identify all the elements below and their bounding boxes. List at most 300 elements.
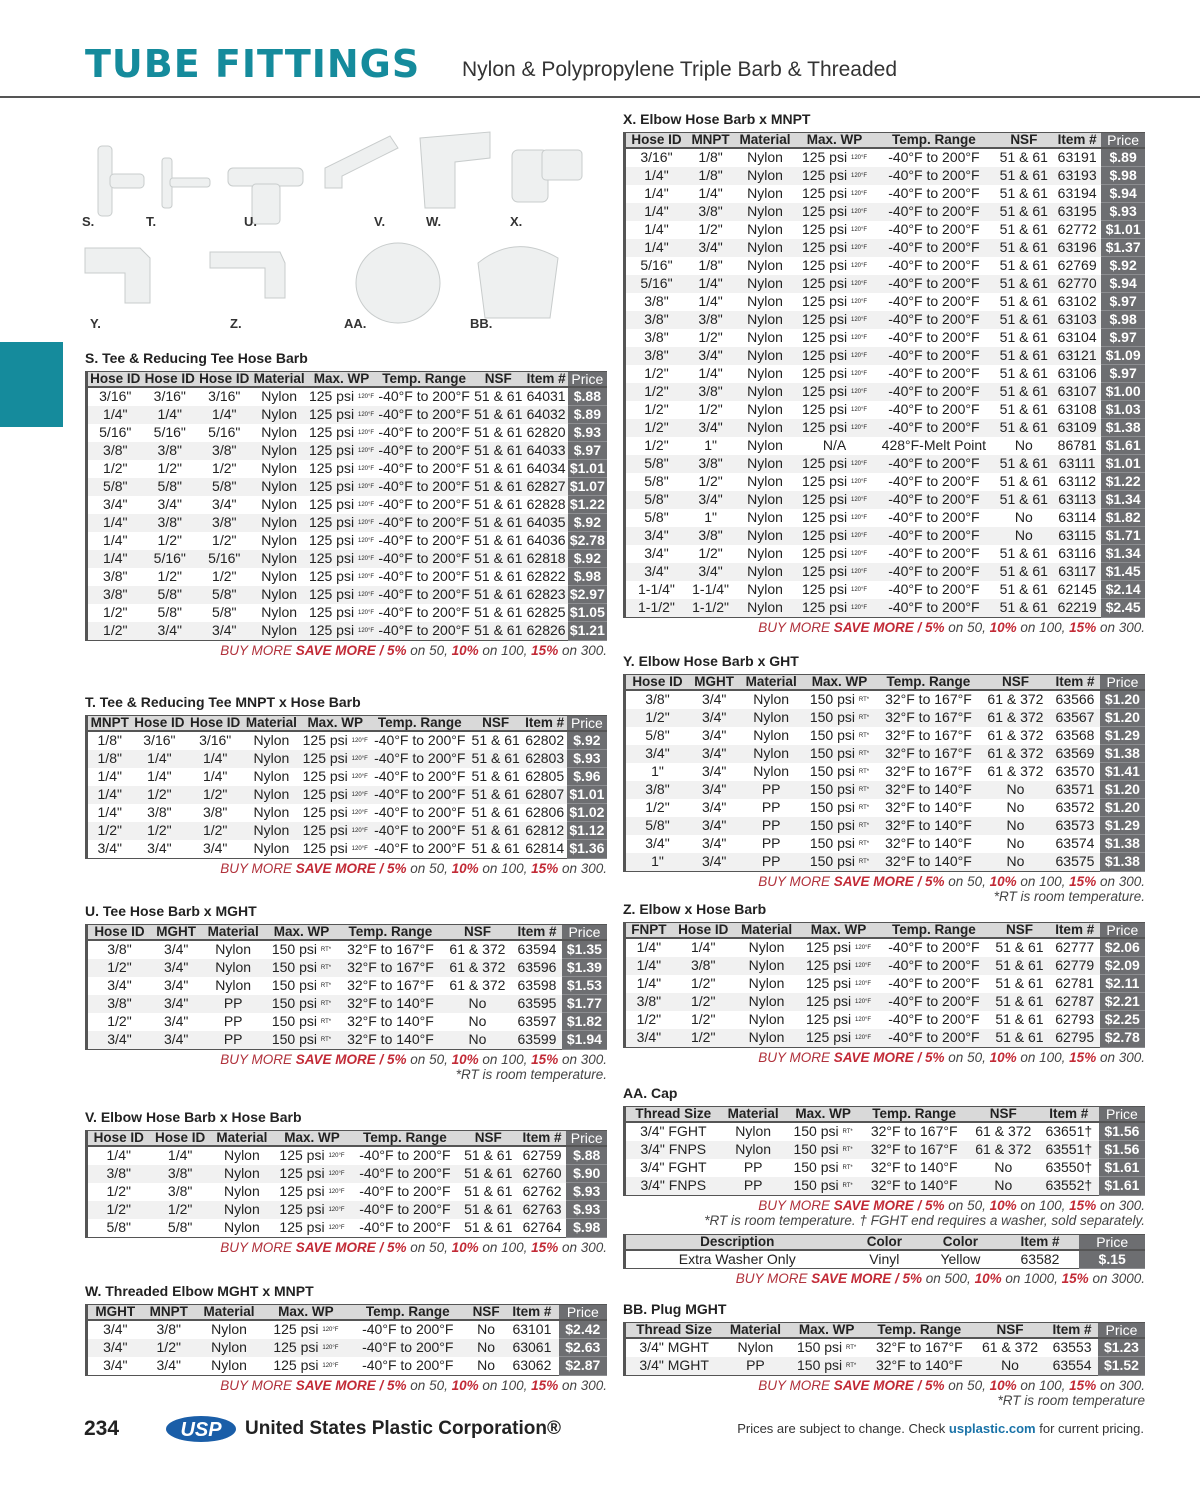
table-cell: 51 & 61	[995, 239, 1054, 257]
table-cell: 1/2"	[625, 419, 687, 437]
buy-more-p2: 10%	[974, 1271, 1002, 1286]
price-table	[623, 1322, 1145, 1376]
photo-label-z: Z.	[230, 316, 242, 331]
buy-more-t2: on 100,	[1016, 1377, 1070, 1393]
table-cell: 51 & 61	[989, 993, 1050, 1011]
max-wp-value: 150 psi	[271, 941, 318, 957]
table-cell: -40°F to 200°F	[888, 257, 980, 274]
table-cell: PP	[722, 1357, 788, 1375]
table-cell: 61 & 372	[981, 745, 1050, 763]
max-wp-temp: 120°F	[357, 627, 375, 634]
table-cell: 3/16"	[153, 388, 186, 405]
max-wp-temp: RT*	[858, 804, 870, 811]
price-table	[85, 1130, 607, 1238]
max-wp-temp: 120°F	[357, 411, 375, 418]
table-cell: 3/16"	[640, 149, 673, 166]
table-cell: 51 & 61	[995, 383, 1054, 401]
photo-label-v: V.	[374, 214, 386, 229]
table-cell: 1/2"	[187, 822, 243, 840]
max-wp-value: 125 psi	[801, 562, 848, 579]
table-cell: Nylon	[253, 732, 290, 749]
table-cell: 63554	[1046, 1357, 1098, 1375]
price-cell: $.93	[1101, 203, 1145, 221]
price-cell: $.92	[568, 550, 607, 568]
max-wp-cell	[300, 768, 371, 786]
table-cell: 62803	[523, 750, 567, 768]
price-cell: $2.78	[1100, 1029, 1145, 1047]
column-header: Price	[1099, 1107, 1145, 1123]
table-cell: 3/4" FNPS	[625, 1177, 721, 1195]
table-cell: 51 & 61	[999, 365, 1048, 382]
table-cell: -40°F to 200°F	[888, 545, 980, 562]
column-header: Hose ID	[625, 675, 689, 691]
table-cell: 1/4"	[87, 786, 132, 804]
buy-more-prefix: BUY MORE	[758, 1197, 834, 1213]
table-cell: -40°F to 200°F	[371, 750, 469, 768]
table-cell: 63195	[1053, 203, 1101, 221]
max-wp-temp: RT*	[320, 1036, 332, 1043]
table-cell: 63114	[1058, 509, 1097, 526]
section-title: Y. Elbow Hose Barb x GHT	[623, 653, 799, 669]
price-cell: $1.29	[1100, 817, 1145, 835]
max-wp-cell	[307, 460, 376, 478]
table-cell: Nylon	[735, 993, 799, 1011]
column-header: Temp. Range	[879, 923, 990, 939]
max-wp-cell	[796, 599, 873, 617]
price-cell: $2.63	[559, 1339, 607, 1357]
column-header: Hose ID	[131, 716, 187, 732]
table-cell: 1/2"	[698, 545, 723, 562]
table-row	[87, 977, 608, 995]
price-cell: $2.14	[1101, 581, 1145, 599]
buy-more-note	[623, 1271, 1145, 1286]
column-header: Hose ID	[149, 1131, 210, 1147]
buy-more-t3: on 300.	[1096, 1197, 1145, 1213]
table-cell: 1/2"	[157, 568, 182, 585]
table-cell: 3/4" FNPS	[625, 1141, 721, 1159]
table-cell: 5/16"	[143, 550, 198, 568]
column-header: Item #	[518, 1131, 567, 1147]
column-header: Max. WP	[307, 372, 376, 388]
table-cell: -40°F to 200°F	[873, 203, 994, 221]
max-wp-temp: 120°F	[850, 478, 868, 485]
price-cell: $.92	[1101, 257, 1145, 275]
table-cell: 3/8"	[149, 1165, 210, 1183]
table-cell: 1/4"	[106, 1147, 131, 1164]
table-cell: 62787	[1050, 993, 1100, 1011]
table-row	[87, 959, 608, 977]
table-cell: Nylon	[223, 1219, 260, 1236]
price-cell: $1.36	[567, 840, 607, 858]
max-wp-temp: RT*	[858, 714, 870, 721]
price-cell: $.98	[568, 568, 607, 586]
buy-more-p3: 15%	[1061, 1271, 1089, 1286]
table-cell: 1/4"	[197, 406, 252, 424]
column-header: Price	[562, 925, 607, 941]
table-cell: -40°F to 200°F	[873, 599, 994, 617]
price-cell: $1.20	[1100, 799, 1145, 817]
table-cell: Nylon	[243, 750, 300, 768]
table-cell: 51 & 61	[474, 532, 523, 549]
table-cell: 32°F to 140°F	[870, 1159, 958, 1176]
table-cell: 32°F to 140°F	[338, 1031, 443, 1049]
table-row	[625, 473, 1146, 491]
table-cell: 63551†	[1039, 1141, 1099, 1159]
max-wp-temp: 120°F	[357, 537, 375, 544]
table-cell: -40°F to 200°F	[374, 804, 466, 821]
footnote: *RT is room temperature	[997, 1392, 1145, 1408]
table-row	[625, 1141, 1146, 1159]
table-cell: Nylon	[261, 568, 298, 585]
table-cell: 5/8"	[625, 817, 689, 835]
max-wp-cell	[307, 496, 376, 514]
price-cell: $1.34	[1101, 545, 1145, 563]
website-link[interactable]: usplastic.com	[948, 1421, 1036, 1436]
table-row	[87, 622, 608, 640]
max-wp-temp: 120°F	[357, 483, 375, 490]
max-wp-temp: 120°F	[850, 316, 868, 323]
table-cell: 1"	[651, 763, 664, 780]
table-cell: Nylon	[261, 424, 298, 441]
table-cell: Nylon	[252, 586, 307, 604]
table-cell: Nylon	[753, 691, 790, 708]
price-cell: $.89	[568, 406, 607, 424]
column-header: NSF	[467, 1305, 505, 1321]
column-header: Material	[734, 133, 796, 149]
max-wp-cell	[796, 581, 873, 599]
table-cell: -40°F to 200°F	[374, 732, 466, 749]
table-cell: -40°F to 200°F	[888, 149, 980, 166]
table-cell: 3/4"	[87, 1339, 143, 1357]
table-cell: 62795	[1050, 1029, 1100, 1047]
table-cell: -40°F to 200°F	[371, 822, 469, 840]
table-cell: 63108	[1057, 401, 1097, 418]
max-wp-value: 125 psi	[302, 785, 348, 802]
column-header: Material	[201, 925, 265, 941]
table-row	[625, 221, 1146, 239]
buy-more-t3: on 300.	[558, 1239, 607, 1255]
max-wp-cell	[307, 424, 376, 442]
price-cell: $1.38	[1100, 853, 1145, 871]
section-title: W. Threaded Elbow MGHT x MNPT	[85, 1283, 314, 1299]
page-number: 234	[84, 1417, 120, 1440]
buy-more-note	[623, 1198, 1145, 1213]
max-wp-cell	[796, 437, 873, 455]
table-cell: -40°F to 200°F	[359, 1219, 451, 1236]
table-cell: Yellow	[940, 1251, 981, 1267]
table-cell: 3/4"	[107, 977, 132, 994]
max-wp-temp: 120°F	[328, 1224, 345, 1231]
table-cell: Nylon	[753, 727, 790, 744]
max-wp-cell	[796, 275, 873, 293]
price-cell: $.88	[568, 387, 607, 406]
table-cell: 5/8"	[644, 473, 669, 490]
max-wp-value: 125 psi	[308, 585, 355, 602]
price-cell: $1.38	[1100, 745, 1145, 763]
max-wp-value: 125 psi	[801, 382, 848, 399]
table-cell: -40°F to 200°F	[888, 473, 980, 490]
max-wp-temp: 120°F	[357, 519, 375, 526]
column-header: NSF	[989, 923, 1050, 939]
table-cell: 61 & 372	[987, 691, 1044, 708]
column-header: Temp. Range	[876, 675, 981, 691]
max-wp-cell	[803, 853, 876, 871]
table-cell: 63597	[517, 1013, 557, 1030]
max-wp-value: 125 psi	[801, 454, 848, 471]
table-cell: No	[443, 1031, 512, 1049]
table-cell: Nylon	[734, 347, 796, 365]
table-cell: 51 & 61	[999, 185, 1048, 202]
table-cell: 1/2"	[212, 568, 237, 585]
table-row	[87, 1146, 608, 1165]
table-row	[625, 975, 1146, 993]
table-cell: Nylon	[211, 1357, 247, 1374]
table-cell: 51 & 61	[471, 768, 520, 785]
buy-more-t3: on 300.	[1096, 1377, 1145, 1393]
table-cell: 3/4" FGHT	[640, 1159, 707, 1176]
max-wp-cell	[789, 1338, 865, 1357]
column-header: Color	[920, 1235, 1000, 1251]
table-cell: 1/2"	[87, 1201, 150, 1219]
buy-more-save: SAVE MORE /	[833, 1049, 926, 1065]
price-cell: $.98	[1101, 167, 1145, 185]
table-cell: 51 & 61	[989, 1029, 1050, 1047]
table-cell: Nylon	[739, 709, 803, 727]
table-cell: Nylon	[252, 550, 307, 568]
max-wp-value: 125 psi	[801, 418, 848, 435]
table-cell: Nylon	[195, 1339, 263, 1357]
price-cell: $1.01	[1101, 221, 1145, 239]
max-wp-temp: 120°F	[850, 244, 868, 251]
table-cell: 5/8"	[197, 478, 252, 496]
max-wp-cell	[265, 1013, 338, 1031]
price-cell: $2.45	[1101, 599, 1145, 617]
table-cell: Nylon	[223, 1147, 260, 1164]
table-cell: 61 & 372	[449, 941, 506, 958]
table-cell: 51 & 61	[474, 388, 523, 405]
table-cell: 51 & 61	[999, 293, 1048, 310]
max-wp-value: 125 psi	[308, 405, 355, 422]
max-wp-cell	[300, 731, 371, 750]
table-row	[87, 1320, 608, 1339]
table-cell: Nylon	[747, 473, 783, 490]
max-wp-temp: RT*	[320, 964, 332, 971]
table-cell: 61 & 372	[987, 727, 1044, 744]
buy-more-t1: on 50,	[944, 873, 990, 889]
table-cell: Nylon	[747, 365, 783, 382]
table-cell: 63651†	[1045, 1123, 1093, 1140]
max-wp-cell	[307, 622, 376, 640]
column-header: NSF	[443, 925, 512, 941]
table-cell: 3/4"	[687, 491, 734, 509]
table-cell: 3/4"	[103, 1357, 128, 1374]
table-cell: 51 & 61	[459, 1165, 518, 1183]
buy-more-prefix: BUY MORE	[220, 1377, 296, 1393]
table-cell: 32°F to 140°F	[865, 1357, 974, 1375]
price-cell: $1.38	[1101, 419, 1145, 437]
max-wp-temp: 120°F	[322, 1326, 339, 1333]
max-wp-cell	[796, 185, 873, 203]
price-cell: $1.05	[568, 604, 607, 622]
max-wp-cell	[307, 442, 376, 460]
buy-more-p2: 10%	[451, 1051, 479, 1067]
max-wp-cell	[798, 1011, 878, 1029]
table-cell: 5/8"	[625, 455, 687, 473]
table-cell: PP	[739, 817, 803, 835]
max-wp-temp: 120°F	[850, 604, 868, 611]
max-wp-temp: 120°F	[357, 573, 375, 580]
max-wp-cell	[796, 545, 873, 563]
table-cell: PP	[201, 995, 265, 1013]
max-wp-value: 125 psi	[302, 803, 348, 820]
table-cell: 3/4"	[689, 709, 740, 727]
table-cell: 64031	[526, 388, 566, 405]
table-cell: 1/2"	[143, 1339, 195, 1357]
table-cell: No	[477, 1321, 496, 1338]
table-cell: No	[1006, 799, 1025, 816]
table-cell: -40°F to 200°F	[374, 840, 466, 857]
buy-more-p3: 15%	[1069, 619, 1097, 635]
table-row	[625, 311, 1146, 329]
price-cell: $1.39	[562, 959, 607, 977]
table-row	[87, 604, 608, 622]
table-row	[625, 293, 1146, 311]
table-cell: 62770	[1053, 275, 1101, 293]
table-cell: 3/4"	[687, 419, 734, 437]
page-subtitle: Nylon & Polypropylene Triple Barb & Threaded	[462, 58, 898, 81]
buy-more-prefix: BUY MORE	[220, 1239, 296, 1255]
table-row	[625, 491, 1146, 509]
price-cell: $2.11	[1100, 975, 1145, 993]
table-row	[87, 1219, 608, 1237]
table-cell: 51 & 61	[464, 1147, 513, 1164]
price-cell: $2.09	[1100, 957, 1145, 975]
table-cell: -40°F to 200°F	[873, 527, 994, 545]
table-cell: No	[443, 995, 512, 1013]
table-cell: 51 & 61	[995, 1011, 1044, 1028]
max-wp-cell	[803, 835, 876, 853]
column-header: MNPT	[687, 133, 734, 149]
table-cell: 63568	[1055, 727, 1095, 744]
table-cell: 5/8"	[87, 478, 143, 496]
table-cell: Nylon	[748, 975, 785, 992]
max-wp-temp: 120°F	[850, 172, 868, 179]
table-cell: 32°F to 167°F	[870, 1123, 958, 1140]
table-cell: 3/8"	[107, 941, 132, 958]
table-row	[87, 1201, 608, 1219]
table-row	[625, 799, 1146, 817]
table-cell: Nylon	[734, 599, 796, 617]
table-cell: 51 & 61	[995, 203, 1054, 221]
max-wp-value: 125 psi	[801, 328, 848, 345]
table-cell: No	[467, 1339, 505, 1357]
table-cell: 1/4"	[97, 804, 122, 821]
max-wp-value: 150 psi	[797, 1356, 843, 1373]
column-header: Item #	[525, 372, 568, 388]
table-cell: 3/4"	[625, 527, 687, 545]
table-cell: No	[968, 1177, 1039, 1195]
column-header: Hose ID	[87, 925, 151, 941]
buy-more-prefix: BUY MORE	[758, 873, 834, 889]
table-cell: 51 & 61	[472, 442, 525, 460]
table-cell: No	[1014, 509, 1033, 526]
table-cell: 1/4"	[636, 939, 662, 956]
table-cell: 3/4" MGHT	[639, 1339, 709, 1356]
table-cell: No	[981, 817, 1050, 835]
table-cell: -40°F to 200°F	[888, 509, 980, 526]
table-cell: 3/8"	[87, 995, 151, 1013]
max-wp-cell	[300, 822, 371, 840]
photo-label-t: T.	[146, 214, 157, 229]
table-cell: 1/2"	[106, 1183, 131, 1200]
table-cell: 3/4"	[163, 1013, 189, 1030]
table-cell: Nylon	[734, 383, 796, 401]
table-cell: 32°F to 140°F	[885, 799, 972, 816]
table-cell: 51 & 61	[464, 1219, 513, 1236]
table-row	[625, 527, 1146, 545]
price-cell: $1.03	[1101, 401, 1145, 419]
buy-more-save: SAVE MORE /	[833, 1377, 926, 1393]
max-wp-value: 125 psi	[805, 956, 852, 973]
table-cell: Nylon	[747, 329, 783, 346]
buy-more-save: SAVE MORE /	[833, 1197, 926, 1213]
table-cell: 5/8"	[212, 604, 237, 621]
price-cell: $.98	[1101, 311, 1145, 329]
table-cell: 51 & 61	[472, 478, 525, 496]
price-cell: $.97	[1101, 365, 1145, 383]
table-cell: Nylon	[747, 293, 783, 310]
table-cell: Nylon	[261, 496, 298, 513]
buy-more-p1: 5%	[387, 1051, 407, 1067]
buy-more-prefix: BUY MORE	[758, 1377, 834, 1393]
table-cell: -40°F to 200°F	[378, 568, 470, 585]
table-cell: 1/2"	[645, 799, 670, 816]
table-cell: -40°F to 200°F	[873, 491, 994, 509]
max-wp-cell	[803, 727, 876, 745]
buy-more-t3: on 300.	[558, 642, 607, 658]
buy-more-prefix: BUY MORE	[220, 860, 296, 876]
table-cell: Nylon	[748, 939, 785, 956]
table-cell: 62145	[1057, 581, 1097, 598]
photo-label-bb: BB.	[470, 316, 493, 331]
table-cell: 32°F to 140°F	[338, 995, 443, 1013]
max-wp-temp: RT*	[858, 768, 870, 775]
max-wp-value: 125 psi	[801, 400, 848, 417]
table-cell: 63553	[1052, 1339, 1092, 1356]
buy-more-prefix: BUY MORE	[735, 1271, 812, 1286]
table-cell: Nylon	[734, 455, 796, 473]
column-header: Price	[1101, 133, 1145, 149]
table-cell: 3/4"	[157, 496, 182, 513]
price-table	[623, 132, 1145, 618]
table-row	[625, 167, 1146, 185]
table-cell: -40°F to 200°F	[376, 514, 472, 532]
buy-more-note	[85, 1378, 607, 1393]
table-cell: 62781	[1055, 975, 1095, 992]
max-wp-value: 125 psi	[801, 220, 848, 237]
table-cell: 1/8"	[698, 257, 723, 274]
table-cell: 1/2"	[672, 1029, 735, 1047]
buy-more-p1: 5%	[387, 642, 407, 658]
table-cell: 3/4"	[701, 691, 727, 708]
table-cell: 63552†	[1039, 1177, 1099, 1195]
max-wp-value: 150 psi	[271, 994, 318, 1011]
buy-more-note	[85, 643, 607, 658]
table-row	[625, 545, 1146, 563]
table-cell: -40°F to 200°F	[873, 383, 994, 401]
table-cell: -40°F to 200°F	[873, 455, 994, 473]
max-wp-value: 125 psi	[308, 477, 355, 494]
